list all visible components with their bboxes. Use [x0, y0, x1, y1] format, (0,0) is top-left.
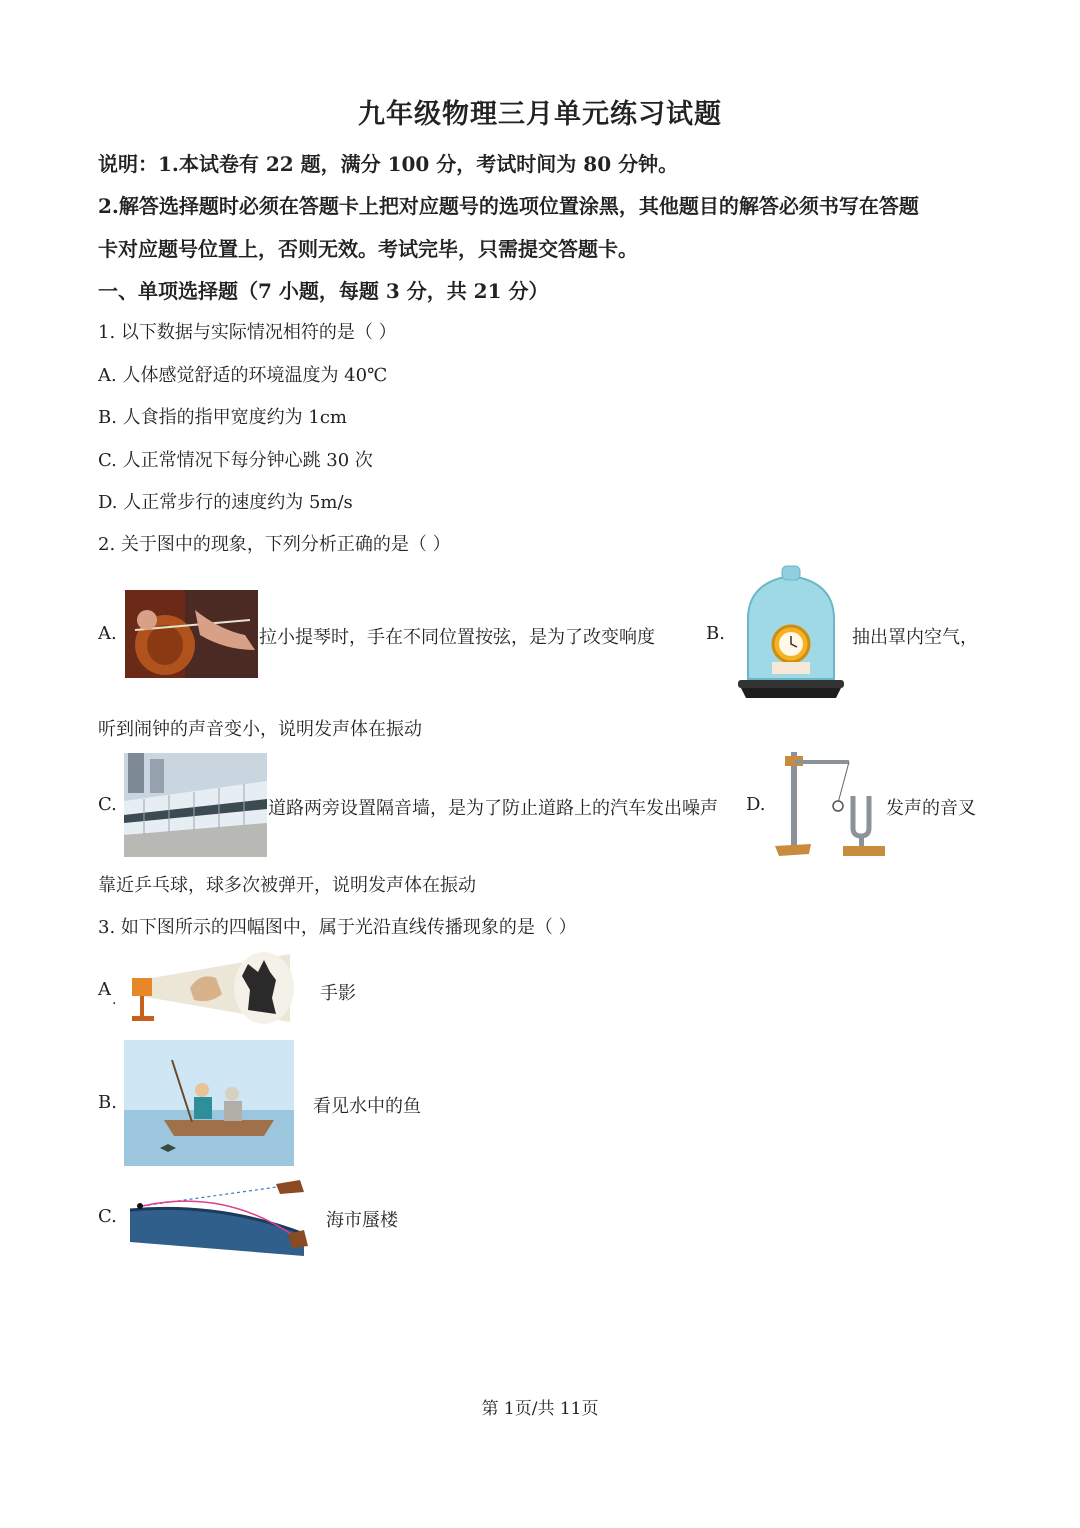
- q3-stem: 3. 如下图所示的四幅图中，属于光沿直线传播现象的是（ ）: [98, 917, 577, 938]
- q3-option-c-text: 海市蜃楼: [326, 1210, 398, 1231]
- instructions-line-2: 2.解答选择题时必须在答题卡上把对应题号的选项位置涂黑，其他题目的解答必须书写在答题: [98, 194, 919, 218]
- q2-option-d-label: D.: [746, 794, 766, 815]
- q2-option-c-text: 道路两旁设置隔音墙，是为了防止道路上的汽车发出噪声: [268, 798, 718, 819]
- page-footer: 第 1页/共 11页: [481, 1399, 599, 1419]
- tuning-fork-pendulum-icon: [771, 748, 887, 860]
- page-title: 九年级物理三月单元练习试题: [358, 99, 722, 130]
- q2-option-c-label: C.: [98, 794, 117, 815]
- mirage-diagram-icon: [124, 1172, 310, 1256]
- q1-option-b: B. 人食指的指甲宽度约为 1cm: [98, 407, 347, 428]
- section-heading: 一、单项选择题（7 小题，每题 3 分，共 21 分）: [98, 279, 549, 303]
- q3-option-b-label: B.: [98, 1092, 117, 1113]
- q1-option-d: D. 人正常步行的速度约为 5m/s: [98, 492, 353, 513]
- q1-option-a: A. 人体感觉舒适的环境温度为 40℃: [98, 365, 388, 386]
- hand-shadow-icon: [130, 950, 294, 1026]
- q2-option-d-continued: 靠近乒乓球，球多次被弹开，说明发声体在振动: [98, 875, 476, 896]
- q2-option-a-text: 拉小提琴时，手在不同位置按弦，是为了改变响度: [259, 627, 655, 648]
- instructions-line-3: 卡对应题号位置上，否则无效。考试完毕，只需提交答题卡。: [98, 237, 638, 261]
- instructions-line-1: 说明：1.本试卷有 22 题，满分 100 分，考试时间为 80 分钟。: [98, 152, 679, 176]
- bell-jar-alarm-clock-icon: [736, 564, 846, 706]
- q2-option-d-text: 发声的音叉: [886, 798, 976, 819]
- q3-option-a-text: 手影: [320, 983, 356, 1004]
- q2-option-b-text: 抽出罩内空气，: [852, 627, 978, 648]
- fishing-boat-icon: [124, 1040, 294, 1166]
- q3-option-a-dot: .: [112, 992, 117, 1008]
- q2-option-b-label: B.: [706, 623, 725, 644]
- q3-option-c-label: C.: [98, 1206, 117, 1227]
- q1-stem: 1. 以下数据与实际情况相符的是（ ）: [98, 322, 397, 343]
- q3-option-b-text: 看见水中的鱼: [313, 1096, 421, 1117]
- violin-photo-icon: [125, 590, 258, 678]
- q2-stem: 2. 关于图中的现象，下列分析正确的是（ ）: [98, 534, 451, 555]
- sound-barrier-wall-icon: [124, 753, 267, 857]
- q3-option-a-label: A: [98, 979, 111, 1000]
- q2-option-b-continued: 听到闹钟的声音变小，说明发声体在振动: [98, 719, 422, 740]
- q2-option-a-label: A.: [98, 623, 117, 644]
- q1-option-c: C. 人正常情况下每分钟心跳 30 次: [98, 450, 373, 471]
